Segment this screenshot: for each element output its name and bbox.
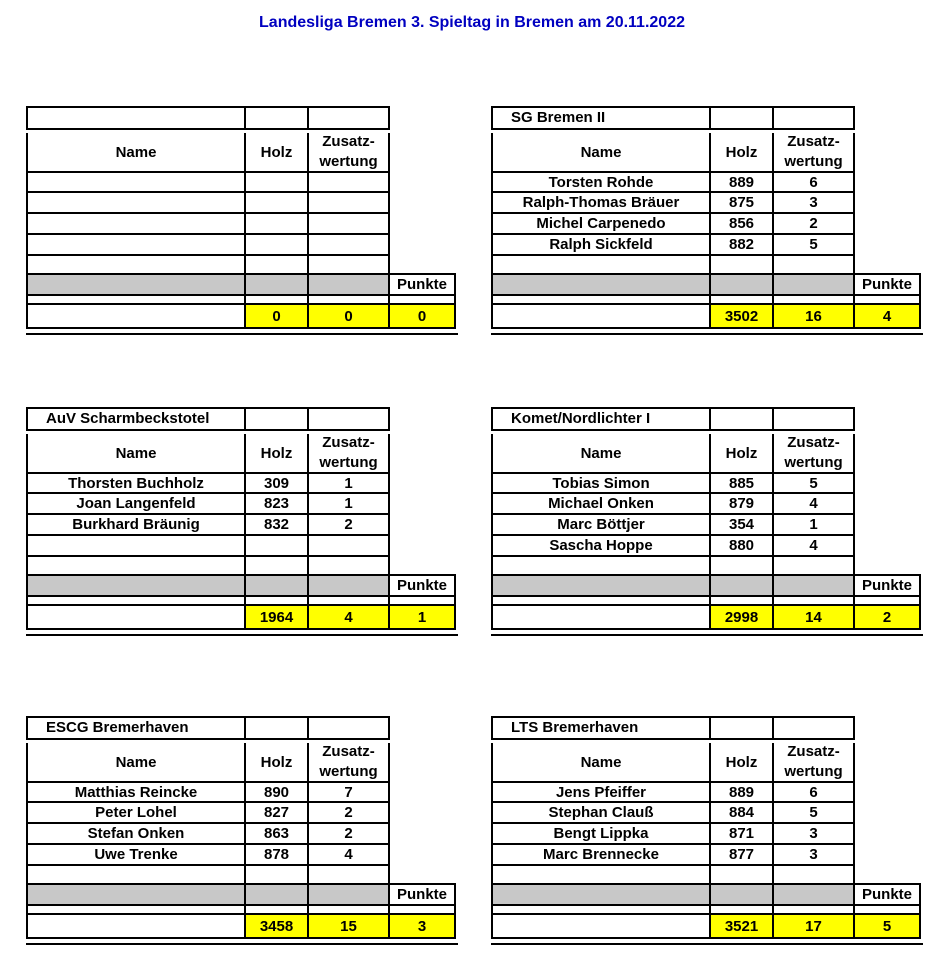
player-zusatz: 5 (772, 474, 855, 494)
empty-cell (307, 557, 390, 576)
holz-header: Holz (244, 133, 307, 173)
player-zusatz: 1 (307, 474, 390, 494)
team-name: Komet/Nordlichter I (491, 407, 709, 431)
spacer-cell (244, 906, 307, 915)
empty-cell (307, 716, 390, 740)
zusatzwertung-header (772, 133, 855, 173)
player-zusatz (307, 214, 390, 235)
player-holz: 879 (709, 494, 772, 515)
player-holz: 889 (709, 173, 772, 193)
spacer-cell (772, 296, 853, 305)
separator-cell (772, 275, 853, 296)
separator-cell (772, 576, 853, 597)
player-zusatz: 6 (772, 173, 855, 193)
name-header: Name (26, 743, 244, 783)
total-holz: 3502 (709, 305, 772, 329)
empty-cell (26, 866, 244, 885)
player-name (26, 536, 244, 557)
zusatz-header-line2: wertung (319, 454, 378, 471)
player-name: Michel Carpenedo (491, 214, 709, 235)
spacer-cell (307, 296, 388, 305)
name-header: Name (491, 743, 709, 783)
separator-cell (307, 576, 388, 597)
team-punkte: 0 (388, 305, 456, 329)
zusatzwertung-header (307, 743, 390, 783)
total-label-cell (26, 606, 244, 630)
player-zusatz: 3 (772, 824, 855, 845)
empty-cell (307, 866, 390, 885)
player-holz: 884 (709, 803, 772, 824)
player-zusatz: 2 (307, 824, 390, 845)
player-holz (244, 193, 307, 214)
player-zusatz: 2 (772, 214, 855, 235)
punkte-header: Punkte (853, 574, 921, 597)
spacer-cell (853, 296, 921, 305)
separator-cell (307, 885, 388, 906)
player-name: Burkhard Bräunig (26, 515, 244, 536)
empty-cell (709, 407, 772, 431)
player-holz: 882 (709, 235, 772, 256)
player-holz (244, 235, 307, 256)
team-table (26, 106, 458, 338)
empty-cell (709, 866, 772, 885)
team-punkte: 1 (388, 606, 456, 630)
empty-cell (709, 256, 772, 275)
empty-cell (26, 557, 244, 576)
player-holz: 885 (709, 474, 772, 494)
separator-cell (772, 885, 853, 906)
spacer-cell (307, 906, 388, 915)
empty-cell (244, 106, 307, 130)
total-label-cell (491, 606, 709, 630)
player-name: Stefan Onken (26, 824, 244, 845)
empty-cell (772, 866, 855, 885)
name-header: Name (491, 133, 709, 173)
total-holz: 0 (244, 305, 307, 329)
player-holz (244, 214, 307, 235)
name-header: Name (26, 133, 244, 173)
player-name: Ralph-Thomas Bräuer (491, 193, 709, 214)
player-name: Marc Böttjer (491, 515, 709, 536)
spacer-cell (26, 597, 244, 606)
team-name: SG Bremen II (491, 106, 709, 130)
spacer-cell (388, 296, 456, 305)
empty-cell (772, 256, 855, 275)
zusatz-header-line1: Zusatz- (322, 743, 375, 760)
player-zusatz (307, 536, 390, 557)
empty-cell (491, 866, 709, 885)
total-zusatz: 4 (307, 606, 388, 630)
holz-header: Holz (709, 743, 772, 783)
player-zusatz: 5 (772, 235, 855, 256)
spacer-cell (244, 296, 307, 305)
separator-cell (244, 885, 307, 906)
player-name: Sascha Hoppe (491, 536, 709, 557)
spacer-cell (491, 597, 709, 606)
player-name: Matthias Reincke (26, 783, 244, 803)
separator-cell (491, 885, 709, 906)
spacer-cell (772, 906, 853, 915)
player-name: Stephan Clauß (491, 803, 709, 824)
empty-cell (244, 716, 307, 740)
separator-cell (26, 885, 244, 906)
spacer-cell (853, 906, 921, 915)
player-zusatz: 6 (772, 783, 855, 803)
empty-cell (307, 407, 390, 431)
total-label-cell (26, 305, 244, 329)
total-zusatz: 0 (307, 305, 388, 329)
team-table (491, 716, 923, 948)
spacer-cell (388, 597, 456, 606)
empty-cell (244, 407, 307, 431)
zusatzwertung-header (307, 133, 390, 173)
empty-cell (26, 256, 244, 275)
player-name: Uwe Trenke (26, 845, 244, 866)
player-name: Joan Langenfeld (26, 494, 244, 515)
empty-cell (709, 716, 772, 740)
player-name: Ralph Sickfeld (491, 235, 709, 256)
zusatz-header-line2: wertung (319, 153, 378, 170)
spacer-cell (853, 597, 921, 606)
empty-cell (244, 256, 307, 275)
zusatz-header-line2: wertung (784, 454, 843, 471)
punkte-header: Punkte (388, 574, 456, 597)
player-name (26, 235, 244, 256)
player-zusatz (307, 193, 390, 214)
separator-cell (709, 576, 772, 597)
player-name: Torsten Rohde (491, 173, 709, 193)
player-holz (244, 536, 307, 557)
team-punkte: 2 (853, 606, 921, 630)
player-zusatz: 3 (772, 193, 855, 214)
total-zusatz: 17 (772, 915, 853, 939)
player-holz: 877 (709, 845, 772, 866)
separator-cell (491, 275, 709, 296)
player-zusatz: 7 (307, 783, 390, 803)
player-zusatz: 3 (772, 845, 855, 866)
zusatz-header-line1: Zusatz- (322, 434, 375, 451)
player-name: Jens Pfeiffer (491, 783, 709, 803)
spacer-cell (26, 906, 244, 915)
player-name: Thorsten Buchholz (26, 474, 244, 494)
spacer-cell (307, 597, 388, 606)
player-name (26, 193, 244, 214)
empty-cell (709, 557, 772, 576)
team-table (491, 407, 923, 639)
total-label-cell (491, 305, 709, 329)
table-bottom-border (26, 333, 458, 335)
player-holz: 863 (244, 824, 307, 845)
player-zusatz (307, 173, 390, 193)
player-zusatz: 4 (772, 536, 855, 557)
player-holz: 827 (244, 803, 307, 824)
spacer-cell (491, 906, 709, 915)
player-name: Bengt Lippka (491, 824, 709, 845)
punkte-header: Punkte (388, 273, 456, 296)
team-punkte: 5 (853, 915, 921, 939)
empty-cell (244, 557, 307, 576)
zusatz-header-line2: wertung (784, 153, 843, 170)
player-holz: 856 (709, 214, 772, 235)
empty-cell (244, 866, 307, 885)
empty-cell (772, 407, 855, 431)
player-holz: 878 (244, 845, 307, 866)
empty-cell (772, 557, 855, 576)
player-holz: 871 (709, 824, 772, 845)
spacer-cell (388, 906, 456, 915)
player-holz: 823 (244, 494, 307, 515)
separator-cell (26, 576, 244, 597)
player-name: Marc Brennecke (491, 845, 709, 866)
player-zusatz: 2 (307, 803, 390, 824)
zusatz-header-line1: Zusatz- (787, 133, 840, 150)
player-name: Michael Onken (491, 494, 709, 515)
page-title: Landesliga Bremen 3. Spieltag in Bremen am 20.11.2022 (259, 14, 685, 31)
total-zusatz: 14 (772, 606, 853, 630)
empty-cell (772, 106, 855, 130)
spacer-cell (709, 906, 772, 915)
holz-header: Holz (244, 743, 307, 783)
team-punkte: 3 (388, 915, 456, 939)
player-holz: 309 (244, 474, 307, 494)
holz-header: Holz (709, 434, 772, 474)
spacer-cell (491, 296, 709, 305)
punkte-header: Punkte (853, 883, 921, 906)
table-bottom-border (491, 943, 923, 945)
table-bottom-border (26, 943, 458, 945)
player-holz: 890 (244, 783, 307, 803)
table-bottom-border (491, 333, 923, 335)
separator-cell (709, 275, 772, 296)
spacer-cell (244, 597, 307, 606)
player-zusatz: 4 (772, 494, 855, 515)
separator-cell (709, 885, 772, 906)
team-table (26, 407, 458, 639)
spacer-cell (709, 296, 772, 305)
empty-cell (307, 256, 390, 275)
zusatz-header-line1: Zusatz- (787, 434, 840, 451)
team-punkte: 4 (853, 305, 921, 329)
player-name: Peter Lohel (26, 803, 244, 824)
zusatzwertung-header (772, 434, 855, 474)
player-name (26, 173, 244, 193)
player-zusatz (307, 235, 390, 256)
total-holz: 1964 (244, 606, 307, 630)
player-holz: 889 (709, 783, 772, 803)
total-holz: 3521 (709, 915, 772, 939)
separator-cell (244, 275, 307, 296)
player-holz: 832 (244, 515, 307, 536)
separator-cell (491, 576, 709, 597)
zusatz-header-line2: wertung (319, 763, 378, 780)
team-table (26, 716, 458, 948)
spacer-cell (772, 597, 853, 606)
empty-cell (709, 106, 772, 130)
player-name: Tobias Simon (491, 474, 709, 494)
team-name (26, 106, 244, 130)
player-zusatz: 1 (307, 494, 390, 515)
spacer-cell (26, 296, 244, 305)
zusatz-header-line1: Zusatz- (787, 743, 840, 760)
team-table (491, 106, 923, 338)
punkte-header: Punkte (853, 273, 921, 296)
zusatzwertung-header (307, 434, 390, 474)
empty-cell (491, 557, 709, 576)
player-zusatz: 4 (307, 845, 390, 866)
separator-cell (307, 275, 388, 296)
name-header: Name (26, 434, 244, 474)
total-holz: 2998 (709, 606, 772, 630)
table-bottom-border (491, 634, 923, 636)
player-zusatz: 1 (772, 515, 855, 536)
zusatz-header-line2: wertung (784, 763, 843, 780)
holz-header: Holz (709, 133, 772, 173)
player-holz (244, 173, 307, 193)
player-holz: 880 (709, 536, 772, 557)
empty-cell (307, 106, 390, 130)
holz-header: Holz (244, 434, 307, 474)
total-zusatz: 15 (307, 915, 388, 939)
table-bottom-border (26, 634, 458, 636)
total-zusatz: 16 (772, 305, 853, 329)
spacer-cell (709, 597, 772, 606)
team-name: AuV Scharmbeckstotel (26, 407, 244, 431)
name-header: Name (491, 434, 709, 474)
player-zusatz: 2 (307, 515, 390, 536)
team-name: LTS Bremerhaven (491, 716, 709, 740)
zusatzwertung-header (772, 743, 855, 783)
total-label-cell (26, 915, 244, 939)
player-zusatz: 5 (772, 803, 855, 824)
zusatz-header-line1: Zusatz- (322, 133, 375, 150)
total-holz: 3458 (244, 915, 307, 939)
player-name (26, 214, 244, 235)
player-holz: 875 (709, 193, 772, 214)
team-name: ESCG Bremerhaven (26, 716, 244, 740)
empty-cell (491, 256, 709, 275)
empty-cell (772, 716, 855, 740)
separator-cell (244, 576, 307, 597)
punkte-header: Punkte (388, 883, 456, 906)
player-holz: 354 (709, 515, 772, 536)
separator-cell (26, 275, 244, 296)
total-label-cell (491, 915, 709, 939)
